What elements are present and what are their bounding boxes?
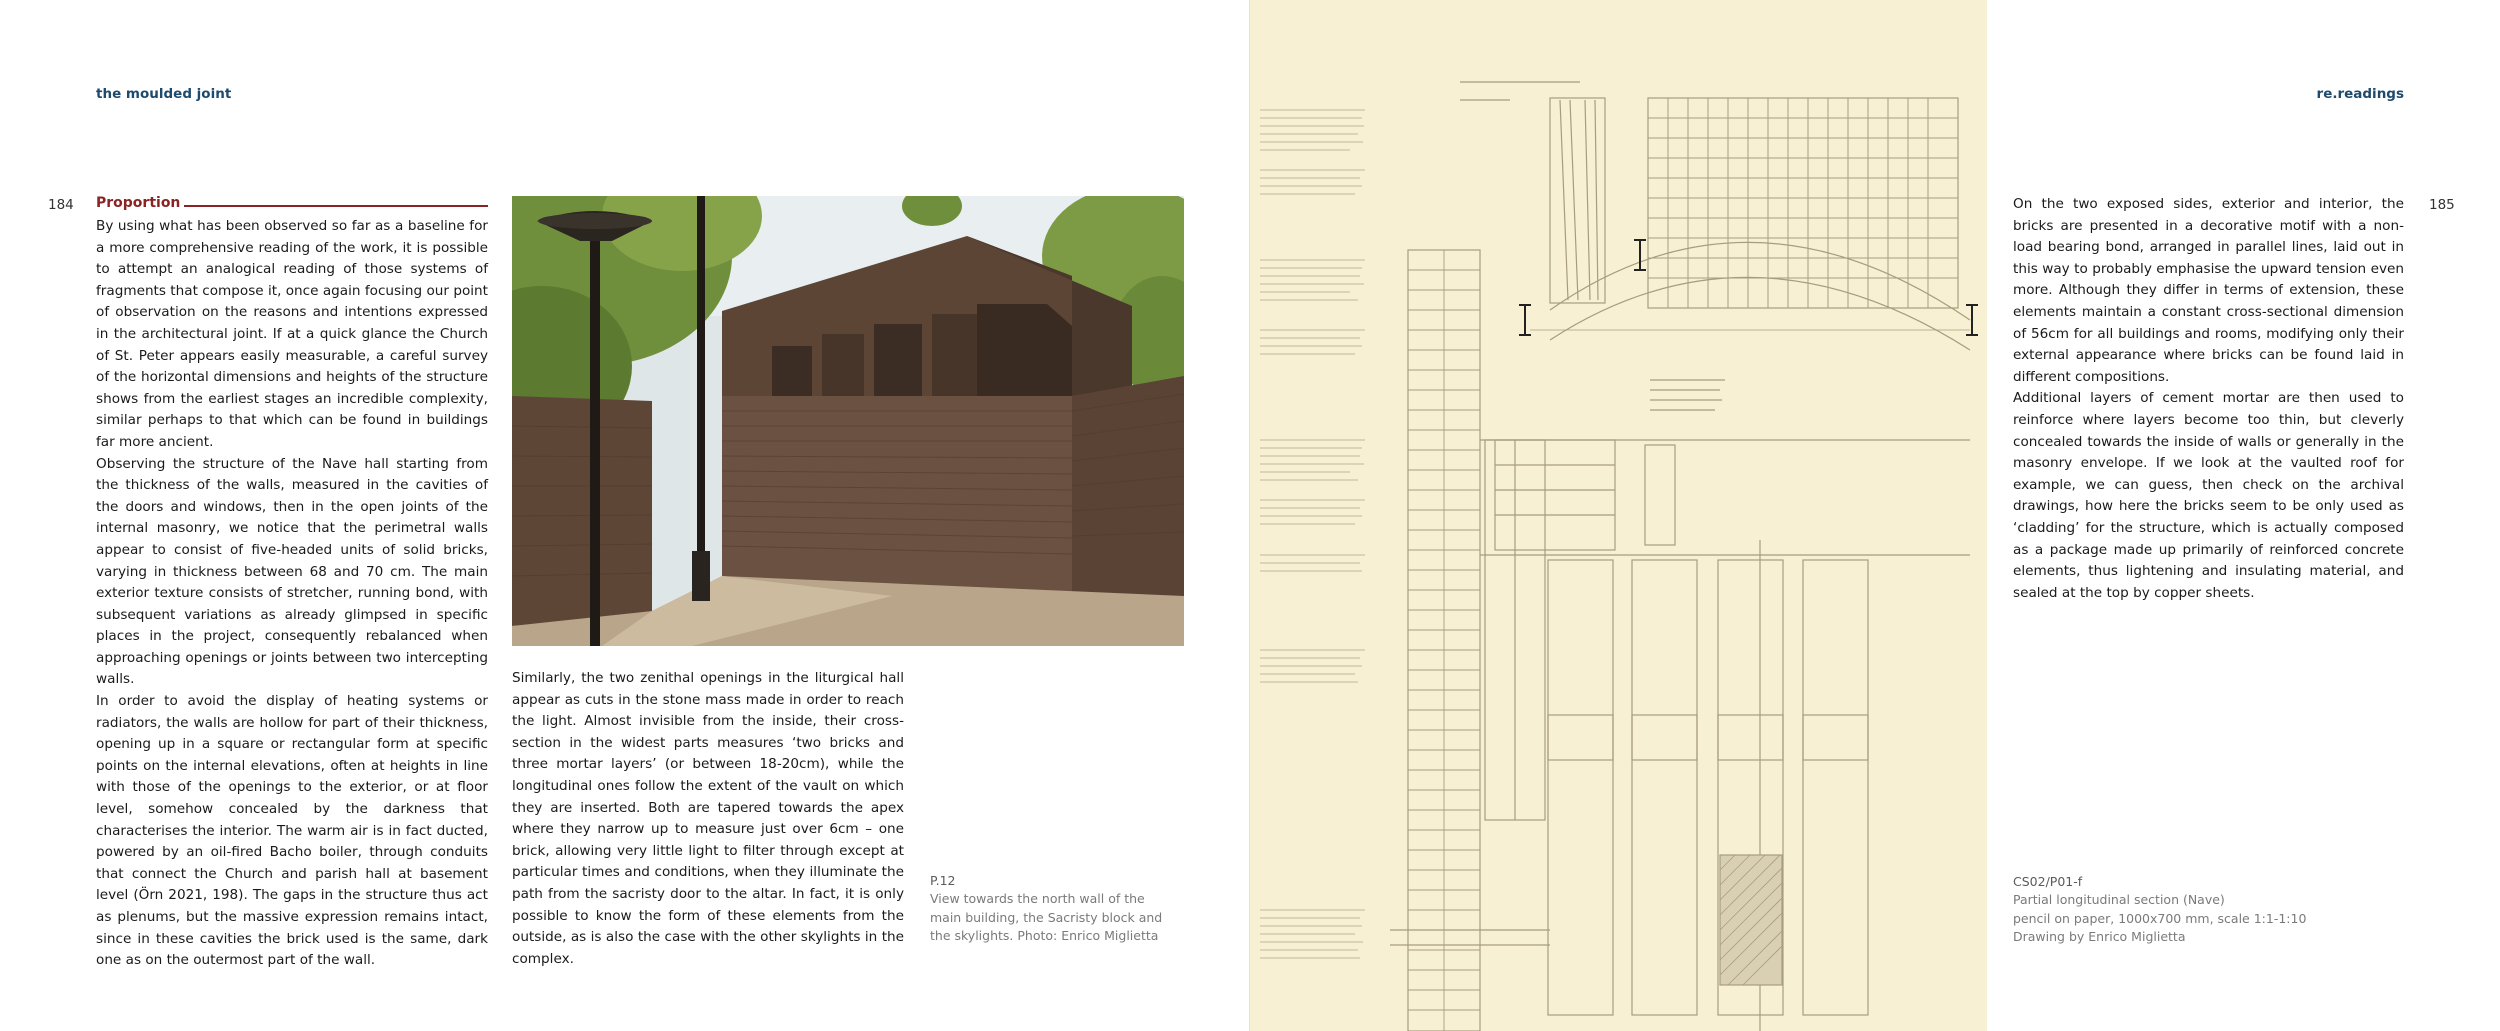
- drawing-caption-line-1: Partial longitudinal section (Nave): [2013, 892, 2225, 908]
- drawing-caption-line-2: pencil on paper, 1000x700 mm, scale 1:1-1:10: [2013, 910, 2307, 926]
- photo-caption-ref: P.12: [930, 873, 956, 888]
- section-title-text: Proportion: [96, 195, 184, 211]
- body-column-2: [512, 668, 904, 970]
- section-drawing-illustration: [1250, 0, 1987, 1031]
- drawing-caption-line-3: Drawing by Enrico Miglietta: [2013, 929, 2186, 945]
- photo-caption: [930, 872, 1170, 946]
- drawing-caption: [2013, 873, 2313, 947]
- paragraph: On the two exposed sides, exterior and interior, the bricks are presented in a decorative motif with a non-load bearing bond, arranged in parallel lines, laid out in this way to probably emphasise the upward tension even more. Although they differ in terms of extension, these elements maintain a constant cross-sectional dimension of 56cm for all buildings and rooms, modifying only their external appearance where bricks can be found laid in different compositions.: [2013, 196, 2404, 385]
- paragraph: In order to avoid the display of heating systems or radiators, the walls are hollow for part of their thickness, opening up in a square or rectangular form at specific points on the internal elevations, often at heights in line with those of the openings to the exterior, or at floor level, somehow concealed by the darkness that characterises the interior. The warm air is in fact ducted, powered by an oil-fired Bacho boiler, through conduits that connect the Church and parish hall at basement level (Örn 2021, 198). The gaps in the structure thus act as plenums, but the massive expression remains intact, since in these cavities the brick used is the same, dark one as on the outermost part of the wall.: [96, 693, 488, 969]
- paragraph: Observing the structure of the Nave hall starting from the thickness of the walls, measured in the cavities of the doors and windows, then in the open joints of the internal masonry, we notice that the perimetral walls appear to consist of five-headed units of solid bricks, varying in thickness between 68 and 70 cm. The main exterior texture consists of stretcher, running bond, with subsequent variations as already glimpsed in specific places in the project, consequently rebalanced when approaching openings or joints between two intercepting walls.: [96, 455, 488, 688]
- section-title: [96, 194, 488, 218]
- running-head-left: the moulded joint: [96, 86, 232, 102]
- church-photo-illustration: [512, 196, 1184, 646]
- right-page: [1250, 0, 2500, 1031]
- paragraph: By using what has been observed so far as a baseline for a more comprehensive reading of the work, it is possible to attempt an analogical reading of those systems of fragments that compose it, once again focusing our point of observation on the reasons and intentions expressed in the architectural joint. If at a quick glance the Church of St. Peter appears easily measurable, a careful survey of the horizontal dimensions and heights of the structure shows from the earliest stages an incredible complexity, similar perhaps to that which can be found in buildings far more ancient.: [96, 218, 488, 450]
- page-number-right: 185: [2429, 197, 2455, 213]
- body-column-right: [2013, 194, 2404, 604]
- running-head-right: re.readings: [2316, 86, 2404, 102]
- church-photo: [512, 196, 1184, 646]
- paragraph: Similarly, the two zenithal openings in the liturgical hall appear as cuts in the stone mass made in order to reach the light. Almost invisible from the inside, their cross-section in the widest parts measures ‘two bricks and three mortar layers’ (or between 18-20cm), while the longitudinal ones follow the extent of the vault on which they are inserted. Both are tapered towards the apex where they narrow up to measure just over 6cm – one brick, allowing very little light to filter through except at particular times and conditions, when they illuminate the path from the sacristy door to the altar. In fact, it is only possible to know the form of these elements from the outside, as is also the case with the other skylights in the complex.: [512, 670, 904, 967]
- paragraph: Additional layers of cement mortar are then used to reinforce where layers become too thin, but cleverly concealed towards the inside of walls or generally in the masonry envelope. If we look at the vaulted roof for example, we can guess, then check on the archival drawings, how here the bricks seem to be only used as ‘cladding’ for the structure, which is actually composed as a package made up primarily of reinforced concrete elements, thus lightening and insulating material, and sealed at the top by copper sheets.: [2013, 390, 2404, 601]
- archival-drawing: [1250, 0, 1987, 1031]
- body-column-1: [96, 216, 488, 972]
- photo-caption-text: View towards the north wall of the main building, the Sacristy block and the skylights. Photo: Enrico Miglietta: [930, 891, 1163, 944]
- page-number-left: 184: [48, 197, 74, 213]
- drawing-caption-ref: CS02/P01-f: [2013, 874, 2083, 889]
